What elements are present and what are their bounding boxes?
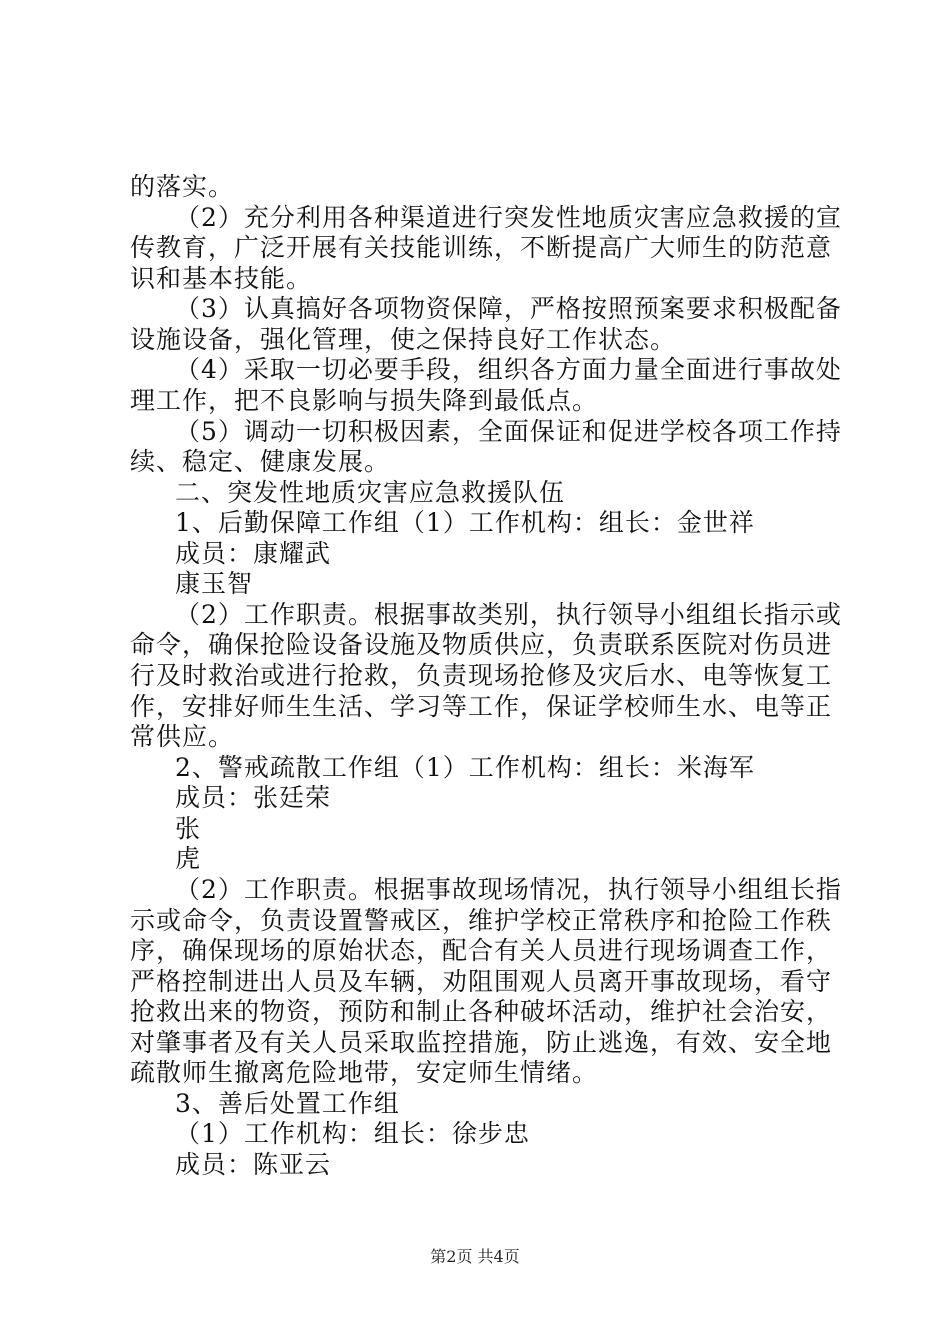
text-line: 康玉智 [175,569,254,598]
group-heading: 1、后勤保障工作组（1）工作机构：组长：金世祥 [175,508,755,537]
text-line: 成员：张廷荣 [175,783,332,812]
text-line: （1）工作机构：组长：徐步忠 [175,1119,530,1148]
text-line: 张 [175,814,202,843]
text-line: 命令，确保抢险设备设施及物质供应，负责联系医院对伤员进 [130,630,833,659]
text-line: 行及时救治或进行抢救，负责现场抢修及灾后水、电等恢复工 [130,661,833,690]
text-line: （5）调动一切积极因素，全面保证和促进学校各项工作持 [175,417,842,446]
text-line: 的落实。 [130,172,235,201]
text-line: 作，安排好师生生活、学习等工作，保证学校师生水、电等正 [130,692,833,721]
text-line: 传教育，广泛开展有关技能训练，不断提高广大师生的防范意 [130,233,833,262]
text-line: 设施设备，强化管理，使之保持良好工作状态。 [130,325,677,354]
group-heading: 2、警戒疏散工作组（1）工作机构：组长：米海军 [175,753,755,782]
text-line: 对肇事者及有关人员采取监控措施，防止逃逸，有效、安全地 [130,1028,833,1057]
section-heading: 二、突发性地质灾害应急救援队伍 [175,478,566,507]
text-line: （2）工作职责。根据事故类别，执行领导小组组长指示或 [175,600,842,629]
text-line: （3）认真搞好各项物资保障，严格按照预案要求积极配备 [175,294,842,323]
text-line: 抢救出来的物资，预防和制止各种破坏活动，维护社会治安， [130,997,833,1026]
text-line: （2）工作职责。根据事故现场情况，执行领导小组组长指 [175,875,842,904]
text-line: 常供应。 [130,722,235,751]
text-line: （4）采取一切必要手段，组织各方面力量全面进行事故处 [175,355,842,384]
group-heading: 3、善后处置工作组 [175,1089,400,1118]
text-line: 疏散师生撤离危险地带，安定师生情绪。 [130,1058,599,1087]
text-line: （2）充分利用各种渠道进行突发性地质灾害应急救援的宣 [175,203,842,232]
text-line: 序，确保现场的原始状态，配合有关人员进行现场调查工作， [130,936,833,965]
text-line: 理工作，把不良影响与损失降到最低点。 [130,386,599,415]
text-line: 虎 [175,844,202,873]
text-line: 成员：陈亚云 [175,1150,332,1179]
text-line: 严格控制进出人员及车辆，劝阻围观人员离开事故现场，看守 [130,967,833,996]
text-line: 识和基本技能。 [130,264,313,293]
text-line: 示或命令，负责设置警戒区，维护学校正常秩序和抢险工作秩 [130,906,833,935]
page-number-footer: 第2页 共4页 [430,1247,520,1266]
text-line: 续、稳定、健康发展。 [130,447,391,476]
text-line: 成员：康耀武 [175,539,332,568]
